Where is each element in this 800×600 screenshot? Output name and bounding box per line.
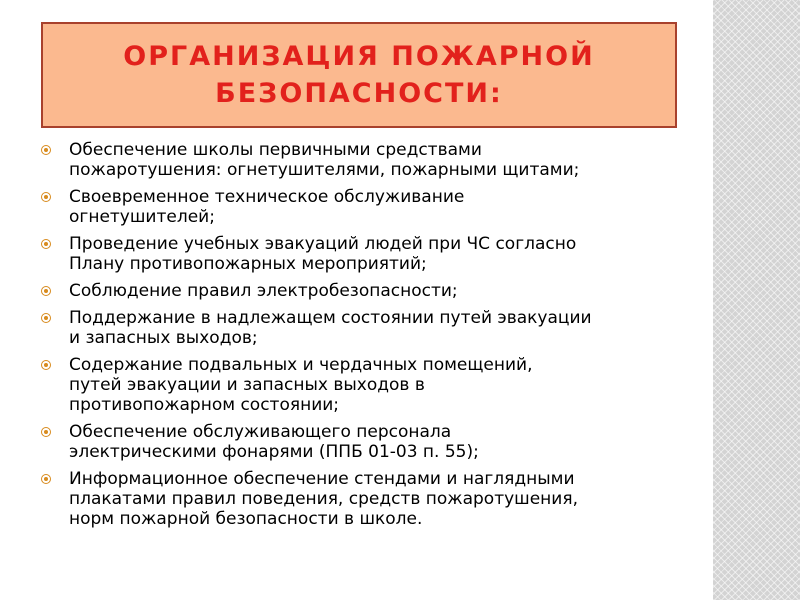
list-item-text: Информационное обеспечение стендами и наглядными плакатами правил поведения, средств пожаротушения, норм пожарной безопасности в школе. [69,469,578,529]
circle-bullet-icon [41,360,51,370]
list-item [40,187,710,227]
list-item-text: Своевременное техническое обслуживание огнетушителей; [69,187,465,227]
list-item [40,234,710,274]
circle-bullet-icon [41,474,51,484]
list-item-text: Обеспечение обслуживающего персонала электрическими фонарями (ППБ 01-03 п. 55); [69,422,479,462]
list-item-text: Содержание подвальных и чердачных помещений, путей эвакуации и запасных выходов в противопожарном состоянии; [69,355,533,415]
circle-bullet-icon [41,313,51,323]
list-item [40,140,710,180]
decorative-side-stripe [713,0,800,600]
list-item [40,281,710,301]
list-item [40,308,710,348]
bullet-list [40,140,710,536]
circle-bullet-icon [41,192,51,202]
title-box [41,22,677,128]
list-item-text: Поддержание в надлежащем состоянии путей эвакуации и запасных выходов; [69,308,592,348]
list-item-text: Проведение учебных эвакуаций людей при ЧС согласно Плану противопожарных мероприятий; [69,234,577,274]
circle-bullet-icon [41,145,51,155]
list-item [40,469,710,529]
circle-bullet-icon [41,286,51,296]
list-item [40,422,710,462]
list-item-text: Соблюдение правил электробезопасности; [69,281,458,301]
list-item-text: Обеспечение школы первичными средствами пожаротушения: огнетушителями, пожарными щитами; [69,140,580,180]
slide-title: ОРГАНИЗАЦИЯ ПОЖАРНОЙ БЕЗОПАСНОСТИ: [123,41,595,109]
circle-bullet-icon [41,239,51,249]
list-item [40,355,710,415]
circle-bullet-icon [41,427,51,437]
